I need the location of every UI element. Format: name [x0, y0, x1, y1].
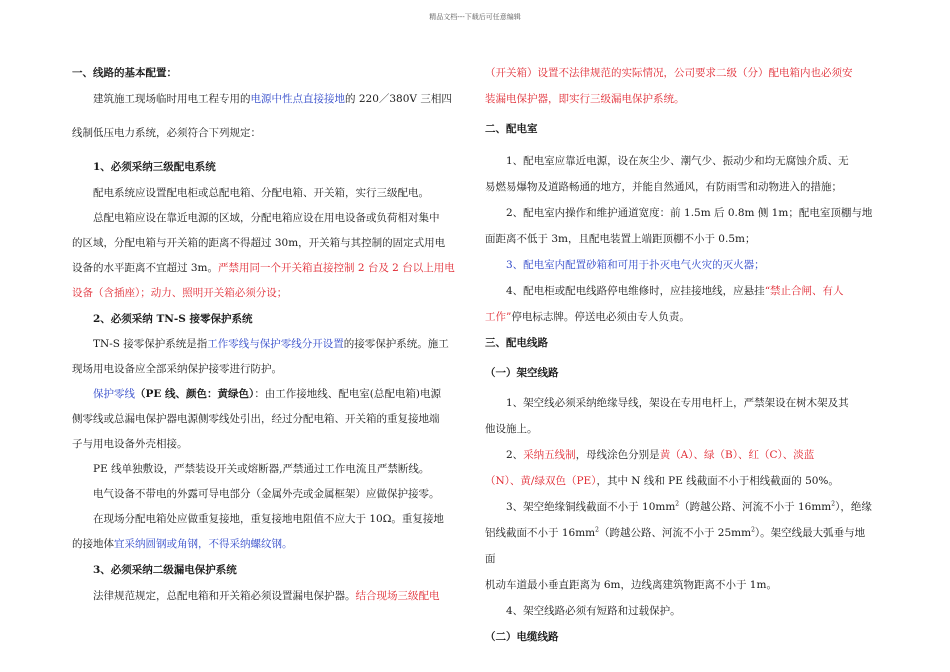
paragraph-2: 配电系统应设置配电柜或总配电箱、分配电箱、开关箱，实行三级配电。	[93, 187, 429, 199]
paragraph-r3-line2: 面距离不低于 3m，且配电装置上端距顶棚不小于 0.5m；	[485, 233, 756, 245]
section-heading-2: 二、配电室	[485, 123, 538, 135]
paragraph-r6-line2: 他设施上。	[485, 423, 538, 435]
paragraph-9: 法律规范规定，总配电箱和开关箱必须设置漏电保护器。结合现场三级配电	[93, 590, 440, 602]
paragraph-r5-line2: 工作”停电标志牌。停送电必须由专人负责。	[485, 311, 690, 323]
subsection-heading-1-3: 3、必须采纳二级漏电保护系统	[93, 564, 237, 576]
warning-text: 严禁用同一个开关箱直接控制 2 台及 2 台以上用电	[217, 262, 455, 274]
section-heading-3: 三、配电线路	[485, 337, 548, 349]
paragraph-6: PE 线单独敷设，严禁装设开关或熔断器,严禁通过工作电流且严禁断线。	[93, 463, 430, 475]
warning-text: 黄（A）、绿（B）、红（C）、淡蓝	[659, 449, 815, 461]
paragraph-r5: 4、配电柜或配电线路停电维修时，应挂接地线，应悬挂“禁止合闸、有人	[506, 285, 844, 297]
warning-text: （N）、黄/绿双色（PE）	[485, 475, 597, 487]
warning-text: “禁止合闸、有人	[764, 285, 844, 297]
paragraph-r1-line2: 装漏电保护器，即实行三级漏电保护系统。	[485, 93, 685, 105]
paragraph-r1: （开关箱）设置不法律规范的实际情况，公司要求二级（分）配电箱内也必须安	[485, 67, 853, 79]
paragraph-r9: 4、架空线路必须有短路和过载保护。	[506, 605, 681, 617]
paragraph-7: 电气设备不带电的外露可导电部分（金属外壳或金属框架）应做保护接零。	[93, 488, 440, 500]
warning-text: 结合现场三级配电	[355, 590, 440, 602]
paragraph-1-cont: 线制低压电力系统，必须符合下列规定：	[72, 127, 261, 139]
right-column	[485, 58, 875, 650]
page-header: 精品文档---下载后可任意编辑	[429, 13, 521, 21]
highlight-text: 工作零线与保护零线分开设置	[207, 338, 344, 350]
paragraph-r8-line3: 机动车道最小垂直距离为 6m，边线离建筑物距离不小于 1m。	[485, 579, 777, 591]
section-heading-1: 一、线路的基本配置：	[72, 67, 177, 79]
paragraph-3-line2: 的区域，分配电箱与开关箱的距离不得超过 30m，开关箱与其控制的固定式用电	[72, 237, 446, 249]
paragraph-r8: 3、架空绝缘铜线截面不小于 $10mm^2$（跨越公路、河流不小于 $16mm^2$），绝缘	[506, 500, 872, 513]
paragraph-3-line4: 设备（含插座）；动力、照明开关箱必须分设；	[72, 287, 288, 299]
highlight-text: 宜采纳圆钢或角钢，不得采纳螺纹钢。	[114, 538, 293, 550]
paragraph-r2-line2: 易燃易爆物及道路畅通的地方，并能自然通风，有防雨雪和动物进入的措施；	[485, 181, 842, 193]
paragraph-r7-line2: （N）、黄/绿双色（PE），其中 N 线和 PE 线截面不小于相线截面的 50%。	[485, 475, 839, 487]
paragraph-1: 建筑施工现场临时用电工程专用的电源中性点直接接地的 220／380V 三相四	[93, 93, 452, 105]
subsection-heading-1-1: 1、必须采纳三级配电系统	[93, 161, 216, 173]
warning-text: 工作”	[485, 311, 512, 323]
paragraph-r7: 2、采纳五线制，母线涂色分别是黄（A）、绿（B）、红（C）、淡蓝	[506, 449, 815, 461]
highlight-text: 电源中性点直接接地	[250, 93, 345, 105]
paragraph-r6: 1、架空线必须采纳绝缘导线，架设在专用电杆上，严禁架设在树木架及其	[506, 397, 849, 409]
subsection-heading-3-2: （二）电缆线路	[485, 631, 559, 643]
left-column	[72, 58, 462, 609]
highlight-text: 保护零线	[93, 388, 135, 400]
paragraph-4: TN-S 接零保护系统是指工作零线与保护零线分开设置的接零保护系统。施工	[93, 338, 449, 350]
paragraph-5-line2: 侧零线或总漏电保护器电源侧零线处引出，经过分配电箱、开关箱的重复接地端	[72, 413, 440, 425]
paragraph-8: 在现场分配电箱处应做重复接地，重复接地电阻值不应大于 10Ω。重复接地	[93, 513, 444, 525]
paragraph-r2: 1、配电室应靠近电源，设在灰尘少、潮气少、振动少和均无腐蚀介质、无	[506, 155, 849, 167]
paragraph-3: 总配电箱应设在靠近电源的区域，分配电箱应设在用电设备或负荷相对集中	[93, 212, 440, 224]
paragraph-5: 保护零线（PE 线、颜色：黄绿色）：由工作接地线、配电室(总配电箱)电源	[93, 388, 442, 400]
subsection-heading-1-2: 2、必须采纳 TN-S 接零保护系统	[93, 313, 253, 325]
paragraph-r3: 2、配电室内操作和维护通道宽度：前 1.5m 后 0.8m 侧 1m；配电室顶棚与地	[506, 207, 873, 219]
paragraph-4-line2: 现场用电设备应全部采纳保护接零进行防护。	[72, 363, 282, 375]
paragraph-3-line3: 设备的水平距离不宜超过 3m。严禁用同一个开关箱直接控制 2 台及 2 台以上用电	[72, 262, 455, 274]
warning-text: 采纳五线制	[523, 449, 576, 461]
paragraph-r4: 3、配电室内配置砂箱和可用于扑灭电气火灾的灭火器；	[506, 259, 765, 271]
subsection-heading-3-1: （一）架空线路	[485, 367, 559, 379]
paragraph-5-line3: 子与用电设备外壳相接。	[72, 438, 188, 450]
paragraph-8-line2: 的接地体宜采纳圆钢或角钢，不得采纳螺纹钢。	[72, 538, 293, 550]
paragraph-r8-line2: 铝线截面不小于 $16mm^2$（跨越公路、河流不小于 $25mm^2$）。架空线最大弧垂与地面	[485, 526, 866, 565]
